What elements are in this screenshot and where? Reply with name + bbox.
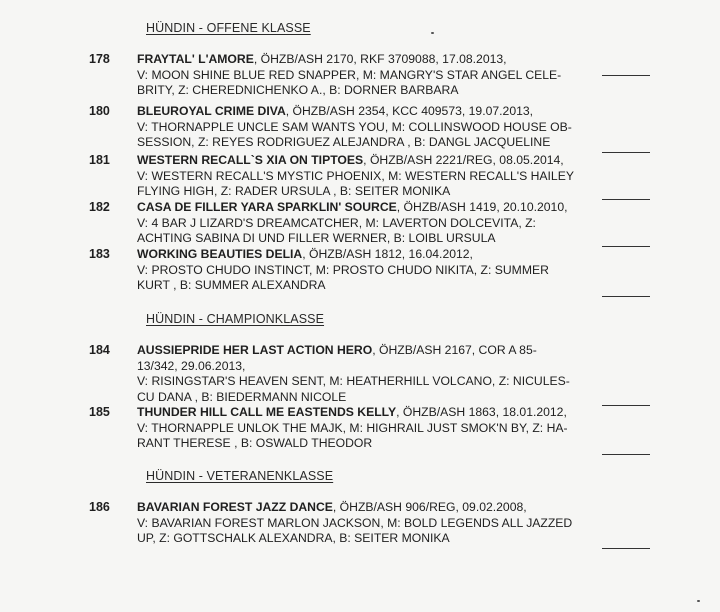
grading-line: [602, 296, 650, 297]
breeder-owner-line: BRITY, Z: CHEREDNICHENKO A., B: DORNER BARBARA: [137, 83, 459, 97]
entry-number: 178: [89, 52, 110, 66]
scan-speck: [697, 600, 700, 602]
grading-line: [602, 454, 650, 455]
registration-info: , ÖHZB/ASH 1863, 18.01.2012,: [396, 405, 567, 419]
dog-name: CASA DE FILLER YARA SPARKLIN' SOURCE: [137, 200, 397, 214]
breeder-owner-line: KURT , B: SUMMER ALEXANDRA: [137, 278, 326, 292]
breeder-owner-line: RANT THERESE , B: OSWALD THEODOR: [137, 436, 373, 450]
registration-info: , ÖHZB/ASH 2354, KCC 409573, 19.07.2013,: [285, 104, 534, 118]
registration-info: , ÖHZB/ASH 2221/REG, 08.05.2014,: [363, 153, 564, 167]
entry-number: 186: [89, 500, 110, 514]
entry-number: 182: [89, 200, 110, 214]
breeder-owner-line: SESSION, Z: REYES RODRIGUEZ ALEJANDRA , B: DANGL JACQUELINE: [137, 135, 551, 149]
scan-speck: [431, 32, 434, 34]
grading-line: [602, 152, 650, 153]
dog-name: BAVARIAN FOREST JAZZ DANCE: [137, 500, 333, 514]
dog-name: WESTERN RECALL`S XIA ON TIPTOES: [137, 153, 364, 167]
section-heading-offene-klasse: HÜNDIN - OFFENE KLASSE: [146, 21, 311, 35]
section-heading-championklasse: HÜNDIN - CHAMPIONKLASSE: [146, 312, 325, 326]
entry-number: 181: [89, 153, 110, 167]
breeder-owner-line: UP, Z: GOTTSCHALK ALEXANDRA, B: SEITER MONIKA: [137, 531, 450, 545]
grading-line: [602, 199, 650, 200]
parents-line: V: THORNAPPLE UNCLE SAM WANTS YOU, M: COLLINSWOOD HOUSE OB-: [137, 119, 572, 134]
dog-name: FRAYTAL' L'AMORE: [137, 52, 254, 66]
dog-name: THUNDER HILL CALL ME EASTENDS KELLY: [137, 405, 397, 419]
parents-line: V: BAVARIAN FOREST MARLON JACKSON, M: BOLD LEGENDS ALL JAZZED: [137, 515, 573, 530]
grading-line: [602, 405, 650, 406]
parents-line: V: WESTERN RECALL'S MYSTIC PHOENIX, M: WESTERN RECALL'S HAILEY: [137, 168, 574, 183]
grading-line: [602, 548, 650, 549]
parents-line: V: 4 BAR J LIZARD'S DREAMCATCHER, M: LAVERTON DOLCEVITA, Z:: [137, 215, 536, 230]
breeder-owner-line: CU DANA , B: BIEDERMANN NICOLE: [137, 389, 347, 404]
registration-info: , ÖHZB/ASH 2167, COR A 85-: [372, 343, 537, 357]
dog-name: BLEUROYAL CRIME DIVA: [137, 104, 286, 118]
entry-details: [137, 153, 599, 200]
registration-info-cont: 13/342, 29.06.2013,: [137, 358, 246, 373]
entry-number: 184: [89, 343, 110, 357]
parents-line: V: PROSTO CHUDO INSTINCT, M: PROSTO CHUDO NIKITA, Z: SUMMER: [137, 262, 549, 277]
dog-name: WORKING BEAUTIES DELIA: [137, 247, 303, 261]
breeder-owner-line: FLYING HIGH, Z: RADER URSULA , B: SEITER MONIKA: [137, 184, 451, 198]
grading-line: [602, 75, 650, 76]
entry-number: 180: [89, 104, 110, 118]
parents-line: V: RISINGSTAR'S HEAVEN SENT, M: HEATHERHILL VOLCANO, Z: NICULES-: [137, 374, 570, 388]
entry-number: 185: [89, 405, 110, 419]
dog-name: AUSSIEPRIDE HER LAST ACTION HERO: [137, 343, 373, 357]
entry-number: 183: [89, 247, 110, 261]
entry-details: [137, 104, 599, 151]
entry-details: [137, 343, 599, 405]
section-heading-veteranenklasse: HÜNDIN - VETERANENKLASSE: [146, 469, 334, 483]
breeder-owner-line: ACHTING SABINA DI UND FILLER WERNER, B: LOIBL URSULA: [137, 231, 496, 245]
registration-info: , ÖHZB/ASH 1419, 20.10.2010,: [396, 200, 568, 214]
entry-details: [137, 247, 599, 294]
registration-info: , ÖHZB/ASH 906/REG, 09.02.2008,: [332, 500, 527, 514]
registration-info: , ÖHZB/ASH 1812, 16.04.2012,: [302, 247, 473, 261]
entry-details: [137, 200, 599, 247]
entry-details: [137, 500, 599, 547]
entry-details: [137, 405, 599, 452]
parents-line: V: THORNAPPLE UNLOK THE MAJK, M: HIGHRAIL JUST SMOK'N BY, Z: HA-: [137, 420, 568, 435]
registration-info: , ÖHZB/ASH 2170, RKF 3709088, 17.08.2013,: [253, 52, 507, 66]
entry-details: [137, 52, 599, 99]
grading-line: [602, 246, 650, 247]
parents-line: V: MOON SHINE BLUE RED SNAPPER, M: MANGRY'S STAR ANGEL CELE-: [137, 67, 562, 82]
